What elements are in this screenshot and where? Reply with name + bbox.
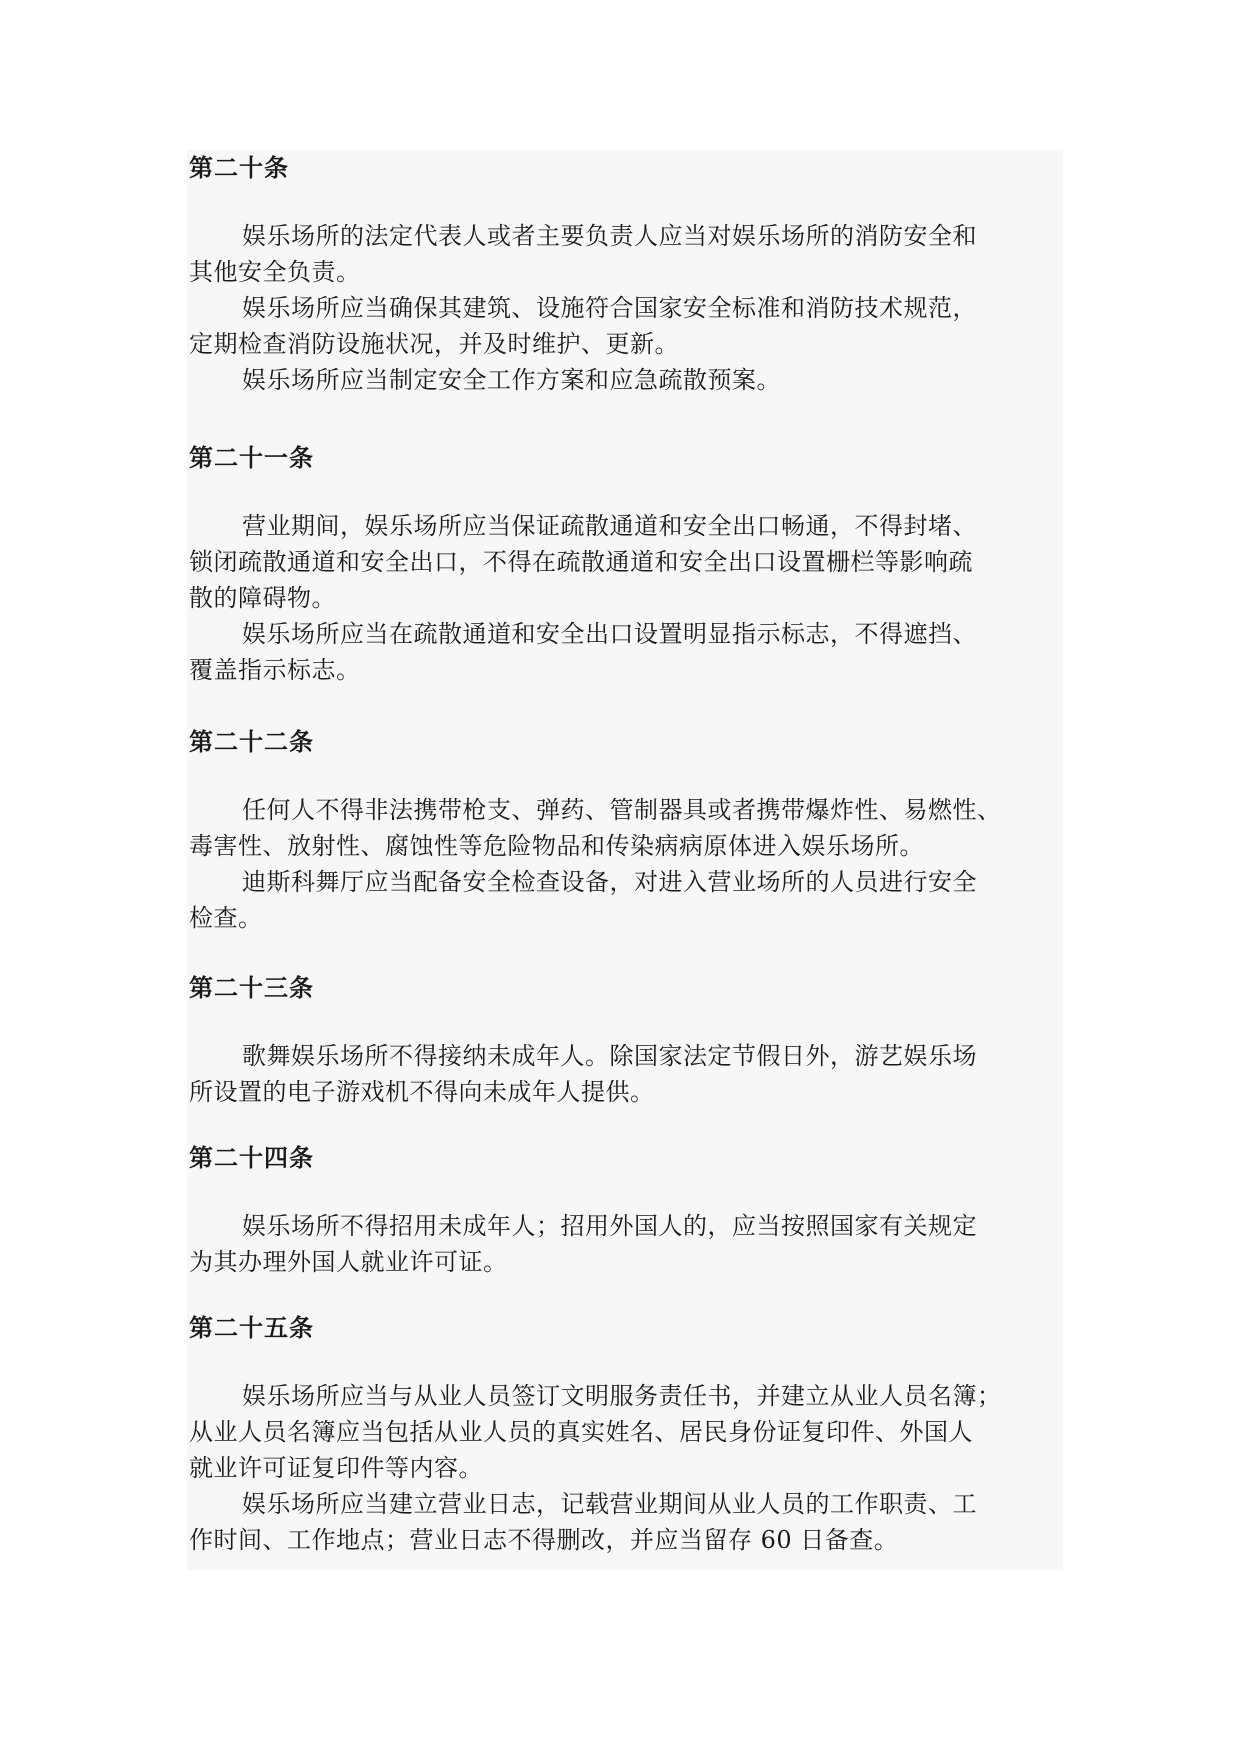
text-line: 锁闭疏散通道和安全出口，不得在疏散通道和安全出口设置栅栏等影响疏 <box>189 548 973 576</box>
text-line: 就业许可证复印件等内容。 <box>189 1454 483 1482</box>
text-line: 营业期间，娱乐场所应当保证疏散通道和安全出口畅通，不得封堵、 <box>242 512 977 540</box>
article-title: 第二十三条 <box>189 974 314 1002</box>
text-line: 歌舞娱乐场所不得接纳未成年人。除国家法定节假日外，游艺娱乐场 <box>242 1042 977 1070</box>
text-line: 为其办理外国人就业许可证。 <box>189 1248 508 1276</box>
text-line: 毒害性、放射性、腐蚀性等危险物品和传染病病原体进入娱乐场所。 <box>189 832 924 860</box>
text-line: 娱乐场所的法定代表人或者主要负责人应当对娱乐场所的消防安全和 <box>242 222 977 250</box>
article-title: 第二十条 <box>189 154 289 182</box>
article-title: 第二十二条 <box>189 728 314 756</box>
text-line: 娱乐场所不得招用未成年人；招用外国人的，应当按照国家有关规定 <box>242 1212 977 1240</box>
text-line: 其他安全负责。 <box>189 258 361 286</box>
article-title: 第二十五条 <box>189 1314 314 1342</box>
text-line: 覆盖指示标志。 <box>189 656 361 684</box>
text-line: 任何人不得非法携带枪支、弹药、管制器具或者携带爆炸性、易燃性、 <box>242 796 1002 824</box>
text-line: 从业人员名簿应当包括从业人员的真实姓名、居民身份证复印件、外国人 <box>189 1418 973 1446</box>
text-line: 定期检查消防设施状况，并及时维护、更新。 <box>189 330 679 358</box>
article-title: 第二十四条 <box>189 1144 314 1172</box>
document-page <box>187 150 1063 1570</box>
text-line: 检查。 <box>189 904 263 932</box>
text-line: 作时间、工作地点；营业日志不得删改，并应当留存 60 日备查。 <box>189 1526 899 1554</box>
text-line: 娱乐场所应当建立营业日志，记载营业期间从业人员的工作职责、工 <box>242 1490 977 1518</box>
text-line: 娱乐场所应当与从业人员签订文明服务责任书，并建立从业人员名簿； <box>242 1382 1002 1410</box>
text-line: 所设置的电子游戏机不得向未成年人提供。 <box>189 1078 655 1106</box>
article-title: 第二十一条 <box>189 444 314 472</box>
text-line: 娱乐场所应当在疏散通道和安全出口设置明显指示标志，不得遮挡、 <box>242 620 977 648</box>
text-line: 娱乐场所应当确保其建筑、设施符合国家安全标准和消防技术规范， <box>242 294 977 322</box>
text-line: 娱乐场所应当制定安全工作方案和应急疏散预案。 <box>242 366 781 394</box>
text-line: 迪斯科舞厅应当配备安全检查设备，对进入营业场所的人员进行安全 <box>242 868 977 896</box>
text-line: 散的障碍物。 <box>189 584 336 612</box>
